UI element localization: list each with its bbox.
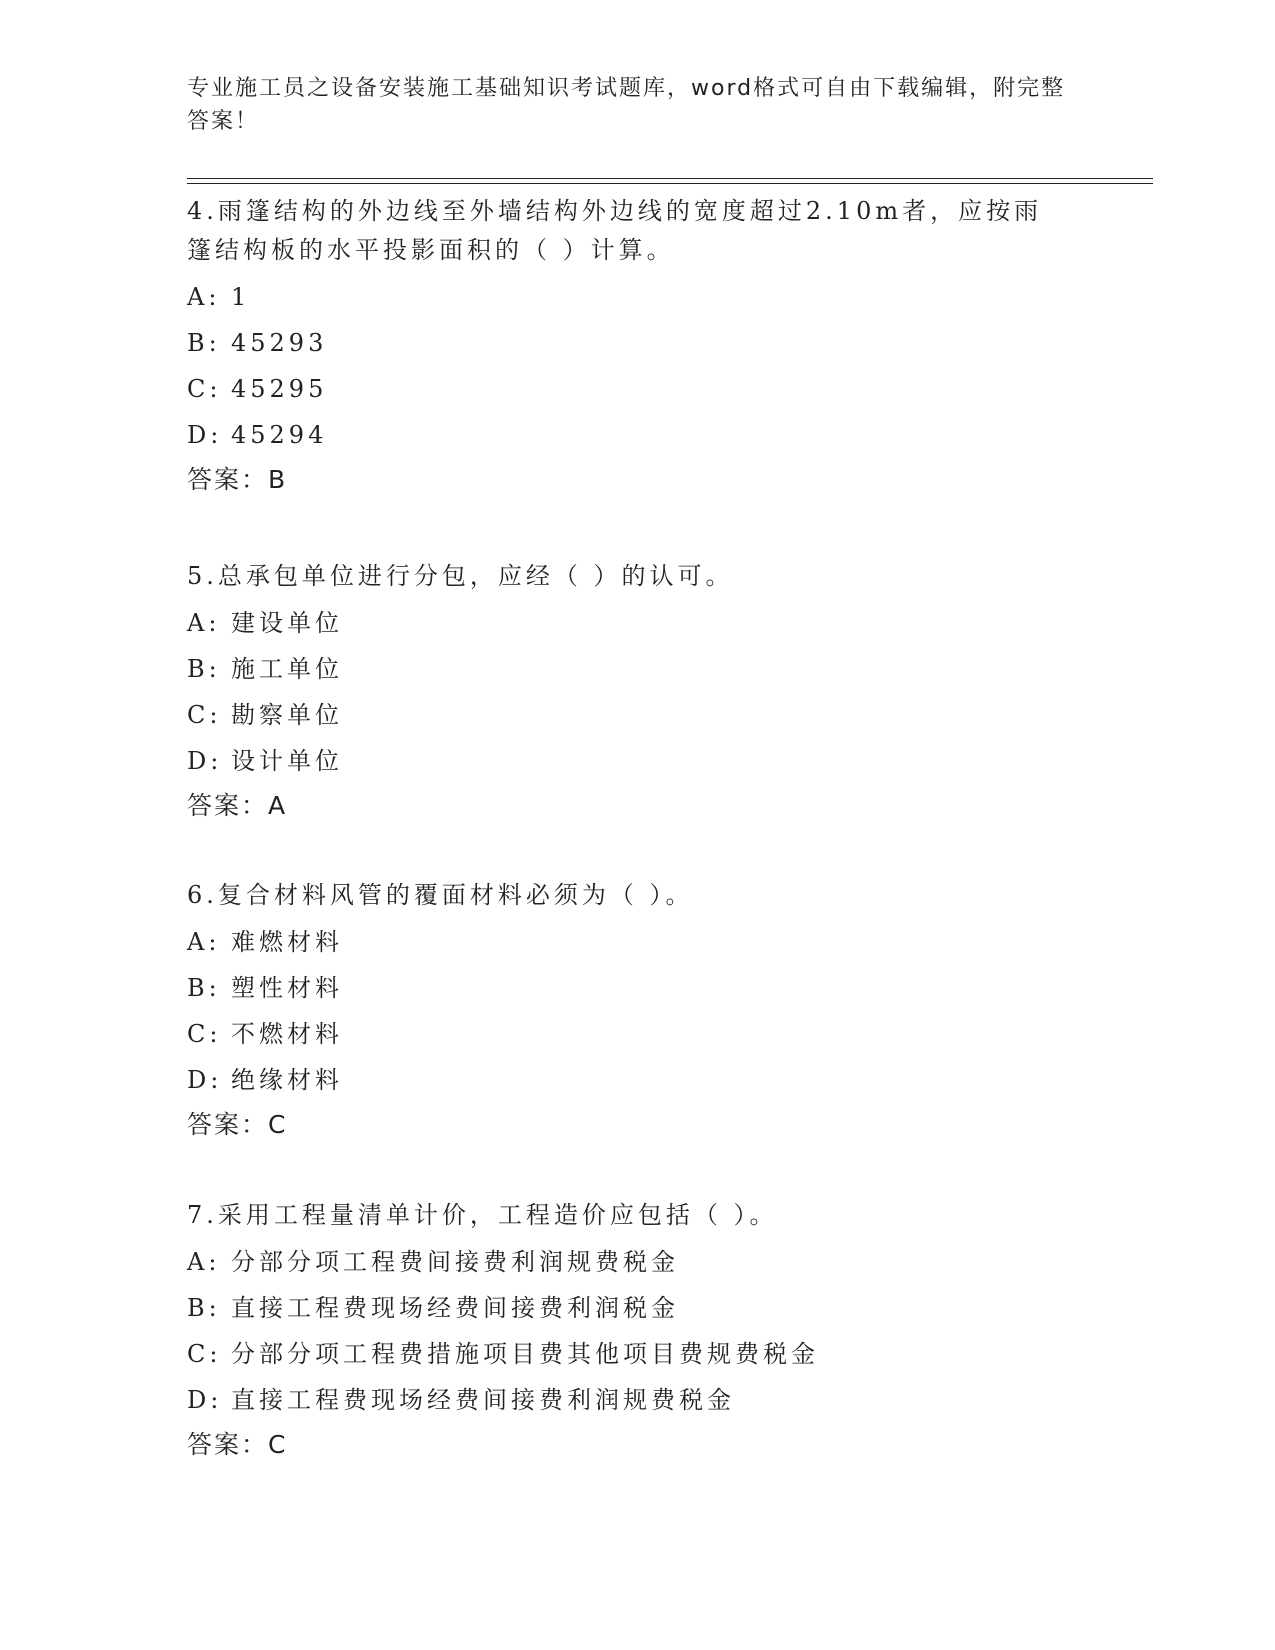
option-letter: A: bbox=[187, 609, 221, 637]
option-a bbox=[187, 274, 1067, 320]
option-text: 勘察单位 bbox=[231, 701, 343, 729]
option-text: 分部分项工程费间接费利润规费税金 bbox=[231, 1248, 679, 1276]
option-a bbox=[187, 1239, 1067, 1285]
option-d bbox=[187, 412, 1067, 458]
option-letter: A: bbox=[187, 928, 221, 956]
option-b bbox=[187, 646, 1067, 692]
option-text: 塑性材料 bbox=[231, 974, 343, 1002]
option-b bbox=[187, 320, 1067, 366]
option-a bbox=[187, 600, 1067, 646]
header-divider-top bbox=[187, 178, 1153, 179]
option-letter: D: bbox=[187, 1066, 223, 1094]
option-letter: B: bbox=[187, 974, 221, 1002]
question-5 bbox=[187, 557, 1067, 826]
option-letter: A: bbox=[187, 1248, 221, 1276]
option-text: 45295 bbox=[231, 375, 328, 403]
option-letter: B: bbox=[187, 1294, 221, 1322]
option-letter: C: bbox=[187, 1340, 222, 1368]
option-letter: C: bbox=[187, 375, 222, 403]
question-title: 6.复合材料风管的覆面材料必须为（ ）。 bbox=[187, 881, 694, 909]
question-title: 5.总承包单位进行分包，应经（ ）的认可。 bbox=[187, 562, 734, 590]
option-letter: C: bbox=[187, 701, 222, 729]
option-b bbox=[187, 1285, 1067, 1331]
option-text: 分部分项工程费措施项目费其他项目费规费税金 bbox=[231, 1340, 819, 1368]
answer-line: 答案：A bbox=[187, 791, 288, 820]
header-divider-bottom bbox=[187, 183, 1153, 184]
question-title: 4.雨篷结构的外边线至外墙结构外边线的宽度超过2.10m者，应按雨篷结构板的水平投影面积的（ ）计算。 bbox=[187, 197, 1043, 264]
option-text: 直接工程费现场经费间接费利润税金 bbox=[231, 1294, 679, 1322]
option-text: 建设单位 bbox=[231, 609, 343, 637]
option-text: 45293 bbox=[231, 329, 328, 357]
option-c bbox=[187, 1011, 1067, 1057]
option-letter: A: bbox=[187, 283, 221, 311]
option-letter: D: bbox=[187, 421, 223, 449]
option-text: 施工单位 bbox=[231, 655, 343, 683]
option-c bbox=[187, 692, 1067, 738]
option-text: 1 bbox=[231, 283, 251, 311]
option-text: 45294 bbox=[231, 421, 328, 449]
answer-line: 答案：B bbox=[187, 465, 288, 494]
option-text: 绝缘材料 bbox=[231, 1066, 343, 1094]
question-6 bbox=[187, 876, 1067, 1145]
option-text: 不燃材料 bbox=[231, 1020, 343, 1048]
option-letter: C: bbox=[187, 1020, 222, 1048]
document-header: 专业施工员之设备安装施工基础知识考试题库，word格式可自由下载编辑，附完整答案！ bbox=[187, 76, 1066, 134]
answer-line: 答案：C bbox=[187, 1110, 288, 1139]
question-title: 7.采用工程量清单计价，工程造价应包括（ ）。 bbox=[187, 1201, 778, 1229]
option-letter: B: bbox=[187, 655, 221, 683]
option-b bbox=[187, 965, 1067, 1011]
option-letter: D: bbox=[187, 747, 223, 775]
question-7 bbox=[187, 1196, 1067, 1465]
option-c bbox=[187, 1331, 1067, 1377]
option-d bbox=[187, 738, 1067, 784]
option-a bbox=[187, 919, 1067, 965]
option-d bbox=[187, 1377, 1067, 1423]
option-letter: D: bbox=[187, 1386, 223, 1414]
answer-line: 答案：C bbox=[187, 1430, 288, 1459]
option-text: 直接工程费现场经费间接费利润规费税金 bbox=[231, 1386, 735, 1414]
option-letter: B: bbox=[187, 329, 221, 357]
option-text: 设计单位 bbox=[231, 747, 343, 775]
option-d bbox=[187, 1057, 1067, 1103]
question-4 bbox=[187, 192, 1067, 500]
option-c bbox=[187, 366, 1067, 412]
option-text: 难燃材料 bbox=[231, 928, 343, 956]
